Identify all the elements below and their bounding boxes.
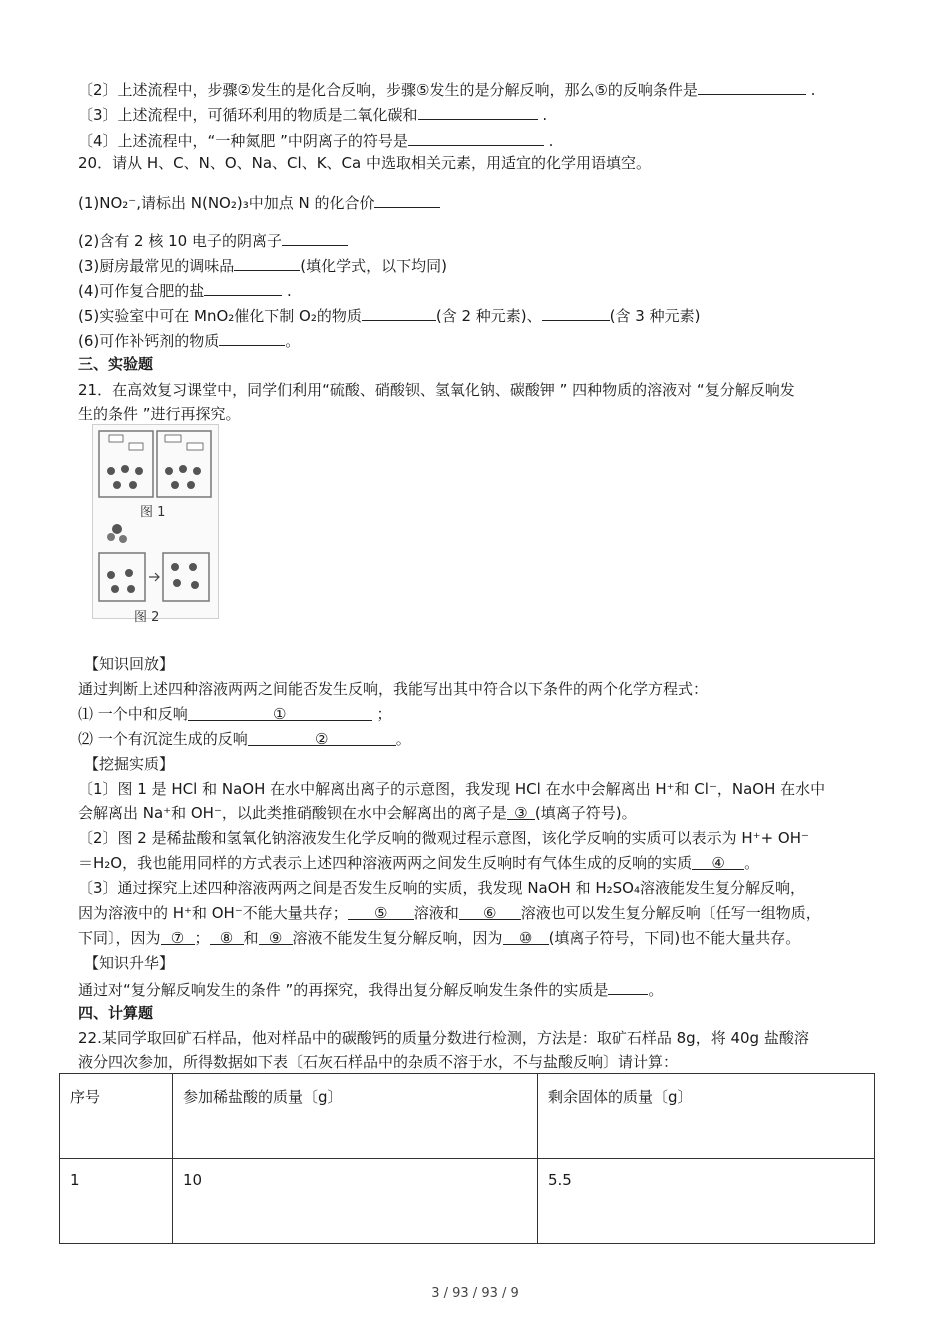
answer-blank[interactable]: ⑧ [210,928,244,945]
answer-blank[interactable]: ② [248,729,396,746]
answer-blank[interactable] [608,978,648,995]
answer-blank[interactable] [234,254,300,271]
answer-blank[interactable] [698,78,806,95]
q19-part2: 〔2〕上述流程中，步骤②发生的是化合反响，步骤⑤发生的是分解反响，那么⑤的反响条件是 . [78,78,815,100]
dig-item2-line1: 〔2〕图 2 是稀盐酸和氢氧化钠溶液发生化学反响的微观过程示意图，该化学反响的实质可以表示为 H⁺+ OH⁻ [78,829,809,847]
table-cell: 5.5 [538,1159,875,1244]
dig-item3-line2: 因为溶液中的 H⁺和 OH⁻不能大量共存； ⑤ 溶液和 ⑥ 溶液也可以发生复分解反响〔任写一组物质， [78,904,821,922]
section-heading-calculation: 四、计算题 [78,1004,154,1022]
knowledge-upgrade-text: 通过对“复分解反响发生的条件 ”的再探究，我得出复分解反响发生条件的实质是 。 [78,978,663,1000]
ion-diagram-figure [92,424,219,619]
answer-blank[interactable] [418,103,538,120]
q21-intro-line2: 生的条件 ”进行再探究。 [78,405,241,423]
answer-blank[interactable]: ⑦ [161,928,195,945]
answer-blank[interactable] [408,129,544,146]
answer-blank[interactable]: ③ [507,803,535,820]
dig-item1-line2: 会解离出 Na⁺和 OH⁻，以此类推硝酸钡在水中会解离出的离子是 ③ (填离子符号)。 [78,804,637,822]
knowledge-recall-text: 通过判断上述四种溶液两两之间能否发生反响，我能写出其中符合以下条件的两个化学方程式： [78,680,709,698]
q20-item6: (6)可作补钙剂的物质 。 [78,329,300,351]
answer-blank[interactable] [542,304,610,321]
dig-item2-line2: ＝H₂O，我也能用同样的方式表示上述四种溶液两两之间发生反响时有气体生成的反响的实质 ④ 。 [78,854,760,872]
table-header-cell: 序号 [60,1074,173,1159]
answer-blank[interactable]: ⑩ [503,928,549,945]
q20-item3: (3)厨房最常见的调味品 (填化学式，以下均同) [78,254,447,276]
dig-item3-line1: 〔3〕通过探究上述四种溶液两两之间是否发生反响的实质，我发现 NaOH 和 H₂SO₄溶液能发生复分解反响， [78,879,805,897]
q22-text-line1: 22.某同学取回矿石样品，他对样品中的碳酸钙的质量分数进行检测，方法是：取矿石样品 8g，将 40g 盐酸溶 [78,1029,809,1047]
ion-diagram-illustration [93,425,218,618]
recall-item1: ⑴ 一个中和反响 ① ； [78,705,392,723]
q19-part4: 〔4〕上述流程中，“一种氮肥 ”中阴离子的符号是 . [78,129,553,151]
dig-item1-line1: 〔1〕图 1 是 HCl 和 NaOH 在水中解离出离子的示意图，我发现 HCl 在水中会解离出 H⁺和 Cl⁻，NaOH 在水中 [78,780,826,798]
figure-2-caption: 图 2 [134,610,160,625]
answer-blank[interactable]: ⑤ [348,903,414,920]
q20-item1: (1)NO₂⁻,请标出 N(NO₂)₃中加点 N 的化合价 [78,191,440,213]
q20-intro: 20．请从 H、C、N、O、Na、Cl、K、Ca 中选取相关元素，用适宜的化学用语填空。 [78,154,651,172]
answer-blank[interactable] [219,329,285,346]
table-header-cell: 剩余固体的质量〔g〕 [538,1074,875,1159]
answer-blank[interactable]: ④ [692,853,744,870]
page-number: 3 / 93 / 93 / 9 [431,1286,519,1301]
q20-item5: (5)实验室中可在 MnO₂催化下制 O₂的物质 (含 2 种元素)、 (含 3 种元素) [78,304,700,326]
knowledge-upgrade-heading: 【知识升华】 [84,954,175,972]
recall-item2: ⑵ 一个有沉淀生成的反响 ② 。 [78,730,411,748]
answer-blank[interactable]: ① [188,704,372,721]
table-header-row [60,1074,875,1159]
table-row [60,1159,875,1244]
table-cell: 10 [173,1159,538,1244]
knowledge-recall-heading: 【知识回放】 [84,655,175,673]
table-cell: 1 [60,1159,173,1244]
table-header-cell: 参加稀盐酸的质量〔g〕 [173,1074,538,1159]
dig-item3-line3: 下同〕，因为 ⑦ ； ⑧ 和 ⑨ 溶液不能发生复分解反响，因为 ⑩ (填离子符号，下同)也不能大量共存。 [78,929,801,947]
dig-essence-heading: 【挖掘实质】 [84,755,175,773]
q19-part3: 〔3〕上述流程中，可循环利用的物质是二氧化碳和 . [78,103,547,125]
results-table [59,1073,875,1244]
q20-item2: (2)含有 2 核 10 电子的阴离子 [78,229,348,251]
answer-blank[interactable] [362,304,436,321]
q22-text-line2: 液分四次参加，所得数据如下表〔石灰石样品中的杂质不溶于水，不与盐酸反响〕请计算： [78,1053,679,1071]
q21-intro-line1: 21．在高效复习课堂中，同学们利用“硫酸、硝酸钡、氢氧化钠、碳酸钾 ” 四种物质的溶液对 “复分解反响发 [78,381,795,399]
answer-blank[interactable]: ⑥ [459,903,521,920]
figure-1-caption: 图 1 [140,505,166,520]
q20-item4: (4)可作复合肥的盐 . [78,279,292,301]
section-heading-experiment: 三、实验题 [78,355,154,373]
answer-blank[interactable] [204,279,282,296]
answer-blank[interactable] [282,229,348,246]
answer-blank[interactable] [374,191,440,208]
answer-blank[interactable]: ⑨ [259,928,293,945]
